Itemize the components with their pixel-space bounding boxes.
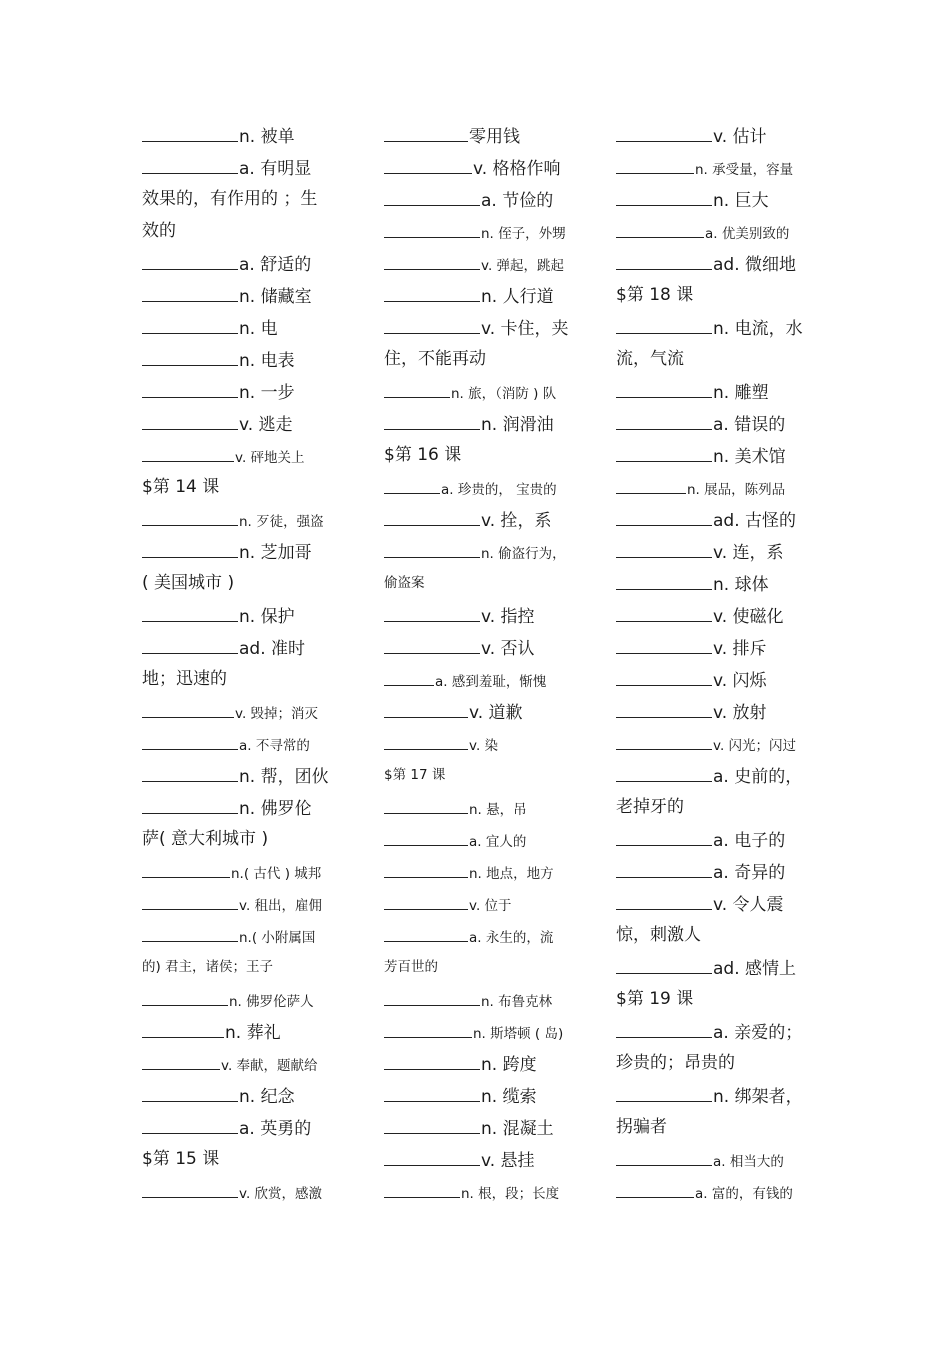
- vocab-entry: [384, 503, 594, 535]
- answer-blank: [142, 1015, 224, 1038]
- vocab-definition: n. 纪念: [239, 1087, 295, 1107]
- vocab-entry: [616, 663, 826, 695]
- answer-blank: [384, 151, 472, 174]
- answer-blank: [384, 663, 434, 686]
- answer-blank: [616, 1079, 712, 1102]
- vocab-entry: [616, 119, 826, 151]
- answer-blank: [616, 311, 712, 334]
- vocab-definition: n. 偷盗行为，: [481, 546, 566, 562]
- vocab-definition: n. 佛罗伦: [239, 799, 312, 819]
- vocab-definition: n. 巨大: [713, 191, 769, 211]
- vocab-entry: [616, 567, 826, 599]
- answer-blank: [142, 855, 230, 878]
- vocab-definition: ad. 古怪的: [713, 511, 797, 531]
- vocab-definition: $第 14 课: [142, 477, 220, 497]
- vocab-definition: n. 储藏室: [239, 287, 312, 307]
- vocab-definition: n. 绑架者，: [713, 1087, 803, 1107]
- vocab-definition: ad. 准时: [239, 639, 306, 659]
- vocab-entry: [384, 471, 594, 503]
- answer-blank: [384, 983, 480, 1006]
- vocab-definition: n. 跨度: [481, 1055, 537, 1075]
- vocab-definition: v. 砰地关上: [235, 450, 305, 466]
- answer-blank: [616, 375, 712, 398]
- vocab-text-line: [616, 1111, 826, 1143]
- vocab-text-line: [142, 183, 352, 215]
- vocab-definition: v. 令人震: [713, 895, 784, 915]
- vocab-entry: [142, 439, 352, 471]
- vocab-definition: v. 弹起，跳起: [481, 258, 565, 274]
- vocab-text-line: [142, 951, 352, 983]
- vocab-definition: n. 歹徒，强盗: [239, 514, 324, 530]
- vocab-text-line: [142, 1143, 352, 1175]
- vocab-definition: $第 16 课: [384, 445, 462, 465]
- vocab-definition: v. 拴，系: [481, 511, 552, 531]
- vocab-definition: v. 毁掉；消灭: [235, 706, 319, 722]
- vocab-definition: n.( 古代 ) 城邦: [231, 866, 322, 882]
- vocab-entry: [142, 1175, 352, 1207]
- vocab-definition: v. 道歉: [469, 703, 523, 723]
- answer-blank: [384, 183, 480, 206]
- answer-blank: [142, 599, 238, 622]
- vocab-entry: [616, 247, 826, 279]
- vocab-definition: 萨( 意大利城市 ): [142, 829, 269, 849]
- vocab-entry: [142, 791, 352, 823]
- vocab-entry: [384, 215, 594, 247]
- vocab-definition: a. 感到羞耻，惭愧: [435, 674, 547, 690]
- vocab-definition: a. 舒适的: [239, 255, 312, 275]
- vocab-entry: [384, 1079, 594, 1111]
- vocab-definition: a. 亲爱的；: [713, 1023, 803, 1043]
- vocab-text-line: [384, 439, 594, 471]
- vocab-definition: n. 电表: [239, 351, 295, 371]
- vocab-entry: [384, 631, 594, 663]
- answer-blank: [142, 1111, 238, 1134]
- answer-blank: [616, 151, 694, 174]
- vocab-definition: v. 奉献，题献给: [221, 1058, 318, 1074]
- vocab-entry: [142, 247, 352, 279]
- vocab-definition: ( 美国城市 ): [142, 573, 235, 593]
- vocab-definition: v. 欣赏，感激: [239, 1186, 323, 1202]
- vocab-entry: [142, 343, 352, 375]
- vocab-definition: n. 帮，团伙: [239, 767, 329, 787]
- vocab-definition: v. 放射: [713, 703, 767, 723]
- vocab-entry: [616, 215, 826, 247]
- answer-blank: [142, 119, 238, 142]
- vocab-definition: a. 永生的，流: [469, 930, 554, 946]
- vocab-entry: [142, 727, 352, 759]
- vocab-entry: [142, 503, 352, 535]
- vocab-definition: n.( 小附属国: [239, 930, 316, 946]
- vocab-column-3: [616, 119, 826, 1207]
- vocab-definition: n. 保护: [239, 607, 295, 627]
- answer-blank: [384, 407, 480, 430]
- answer-blank: [616, 695, 712, 718]
- answer-blank: [142, 887, 238, 910]
- vocab-definition: a. 奇异的: [713, 863, 786, 883]
- vocab-entry: [142, 887, 352, 919]
- vocab-definition: a. 节俭的: [481, 191, 554, 211]
- answer-blank: [616, 535, 712, 558]
- vocab-definition: 珍贵的；昂贵的: [616, 1053, 735, 1073]
- vocab-entry: [616, 599, 826, 631]
- answer-blank: [142, 1079, 238, 1102]
- vocab-entry: [384, 247, 594, 279]
- answer-blank: [384, 631, 480, 654]
- vocab-definition: 老掉牙的: [616, 797, 684, 817]
- answer-blank: [384, 695, 468, 718]
- answer-blank: [384, 887, 468, 910]
- vocab-entry: [142, 119, 352, 151]
- vocab-entry: [384, 599, 594, 631]
- vocab-definition: ad. 微细地: [713, 255, 797, 275]
- answer-blank: [142, 983, 228, 1006]
- vocab-definition: n. 侄子，外甥: [481, 226, 566, 242]
- vocab-entry: [616, 407, 826, 439]
- vocab-definition: v. 租出，雇佣: [239, 898, 323, 914]
- vocab-text-line: [142, 567, 352, 599]
- vocab-definition: n. 雕塑: [713, 383, 769, 403]
- vocab-definition: v. 闪光；闪过: [713, 738, 797, 754]
- answer-blank: [142, 695, 234, 718]
- vocab-entry: [384, 311, 594, 343]
- vocab-entry: [616, 695, 826, 727]
- vocab-definition: a. 错误的: [713, 415, 786, 435]
- vocab-entry: [384, 1111, 594, 1143]
- vocab-definition: a. 优美别致的: [705, 226, 790, 242]
- vocab-entry: [616, 855, 826, 887]
- vocab-definition: 偷盗案: [384, 575, 425, 591]
- vocab-entry: [142, 599, 352, 631]
- vocab-entry: [616, 311, 826, 343]
- answer-blank: [384, 727, 468, 750]
- vocab-definition: v. 否认: [481, 639, 535, 659]
- answer-blank: [616, 759, 712, 782]
- vocab-definition: n. 芝加哥: [239, 543, 312, 563]
- vocab-entry: [384, 279, 594, 311]
- vocab-definition: n. 被单: [239, 127, 295, 147]
- vocab-entry: [384, 695, 594, 727]
- answer-blank: [384, 599, 480, 622]
- answer-blank: [616, 1143, 712, 1166]
- vocab-entry: [142, 407, 352, 439]
- answer-blank: [616, 567, 712, 590]
- vocab-entry: [142, 279, 352, 311]
- answer-blank: [384, 471, 440, 494]
- vocab-definition: 效果的，有作用的 ；生: [142, 189, 318, 209]
- vocab-definition: 地；迅速的: [142, 669, 227, 689]
- vocab-entry: [616, 727, 826, 759]
- vocab-entry: [142, 1079, 352, 1111]
- answer-blank: [142, 439, 234, 462]
- answer-blank: [616, 439, 712, 462]
- vocab-definition: v. 悬挂: [481, 1151, 535, 1171]
- vocab-text-line: [616, 1047, 826, 1079]
- vocab-definition: a. 有明显: [239, 159, 312, 179]
- vocab-entry: [384, 919, 594, 951]
- vocab-definition: $第 18 课: [616, 285, 694, 305]
- vocab-definition: n. 润滑油: [481, 415, 554, 435]
- answer-blank: [384, 375, 450, 398]
- answer-blank: [142, 535, 238, 558]
- answer-blank: [384, 1079, 480, 1102]
- vocab-text-line: [142, 663, 352, 695]
- vocab-entry: [142, 631, 352, 663]
- vocab-text-line: [142, 471, 352, 503]
- answer-blank: [384, 215, 480, 238]
- vocab-entry: [384, 535, 594, 567]
- vocab-definition: n. 承受量，容量: [695, 162, 794, 178]
- answer-blank: [616, 855, 712, 878]
- vocab-entry: [616, 759, 826, 791]
- answer-blank: [616, 887, 712, 910]
- vocab-definition: n. 缆索: [481, 1087, 537, 1107]
- answer-blank: [616, 471, 686, 494]
- answer-blank: [384, 247, 480, 270]
- vocab-entry: [384, 1175, 594, 1207]
- vocab-text-line: [142, 823, 352, 855]
- answer-blank: [142, 791, 238, 814]
- answer-blank: [384, 503, 480, 526]
- vocab-entry: [616, 631, 826, 663]
- vocab-text-line: [616, 791, 826, 823]
- vocab-definition: a. 电子的: [713, 831, 786, 851]
- answer-blank: [616, 599, 712, 622]
- answer-blank: [384, 535, 480, 558]
- vocab-definition: n. 混凝土: [481, 1119, 554, 1139]
- vocab-definition: n. 人行道: [481, 287, 554, 307]
- vocab-text-line: [142, 215, 352, 247]
- vocab-definition: $第 17 课: [384, 767, 446, 783]
- answer-blank: [142, 919, 238, 942]
- answer-blank: [616, 183, 712, 206]
- vocab-entry: [616, 471, 826, 503]
- vocab-entry: [384, 375, 594, 407]
- vocab-definition: n. 根，段；长度: [461, 1186, 560, 1202]
- vocab-entry: [616, 535, 826, 567]
- answer-blank: [616, 663, 712, 686]
- vocab-definition: 零用钱: [469, 127, 520, 147]
- vocab-entry: [384, 823, 594, 855]
- answer-blank: [616, 631, 712, 654]
- vocab-text-line: [616, 983, 826, 1015]
- vocab-definition: v. 位于: [469, 898, 512, 914]
- answer-blank: [142, 279, 238, 302]
- vocab-entry: [616, 823, 826, 855]
- answer-blank: [384, 311, 480, 334]
- vocab-entry: [142, 983, 352, 1015]
- vocab-entry: [142, 1047, 352, 1079]
- vocab-definition: n. 佛罗伦萨人: [229, 994, 314, 1010]
- answer-blank: [142, 375, 238, 398]
- vocab-definition: $第 19 课: [616, 989, 694, 1009]
- answer-blank: [616, 215, 704, 238]
- vocab-entry: [616, 1015, 826, 1047]
- vocab-entry: [384, 119, 594, 151]
- vocab-definition: v. 格格作响: [473, 159, 561, 179]
- vocab-entry: [384, 1143, 594, 1175]
- vocab-definition: n. 悬，吊: [469, 802, 527, 818]
- vocab-entry: [616, 1175, 826, 1207]
- vocab-definition: v. 排斥: [713, 639, 767, 659]
- vocab-entry: [384, 983, 594, 1015]
- answer-blank: [384, 791, 468, 814]
- vocab-definition: n. 布鲁克林: [481, 994, 553, 1010]
- vocab-entry: [384, 887, 594, 919]
- vocab-entry: [142, 375, 352, 407]
- vocab-definition: ad. 感情上: [713, 959, 797, 979]
- vocab-definition: n. 展品，陈列品: [687, 482, 786, 498]
- vocab-definition: $第 15 课: [142, 1149, 220, 1169]
- vocab-definition: n. 球体: [713, 575, 769, 595]
- answer-blank: [384, 1143, 480, 1166]
- answer-blank: [142, 151, 238, 174]
- vocab-entry: [616, 1079, 826, 1111]
- vocab-definition: a. 宜人的: [469, 834, 527, 850]
- answer-blank: [142, 631, 238, 654]
- vocab-definition: a. 英勇的: [239, 1119, 312, 1139]
- vocab-definition: v. 使磁化: [713, 607, 784, 627]
- answer-blank: [142, 1047, 220, 1070]
- vocab-definition: a. 珍贵的， 宝贵的: [441, 482, 557, 498]
- vocab-entry: [384, 151, 594, 183]
- vocab-definition: v. 估计: [713, 127, 767, 147]
- answer-blank: [142, 311, 238, 334]
- vocab-entry: [142, 855, 352, 887]
- vocab-entry: [616, 1143, 826, 1175]
- vocab-text-line: [384, 759, 594, 791]
- vocab-entry: [384, 791, 594, 823]
- answer-blank: [616, 1015, 712, 1038]
- vocab-definition: 芳百世的: [384, 959, 438, 975]
- vocab-definition: n. 电: [239, 319, 278, 339]
- vocab-definition: 拐骗者: [616, 1117, 667, 1137]
- answer-blank: [384, 823, 468, 846]
- vocab-definition: v. 连，系: [713, 543, 784, 563]
- vocab-entry: [142, 1015, 352, 1047]
- vocab-text-line: [384, 567, 594, 599]
- vocab-entry: [384, 183, 594, 215]
- vocab-entry: [384, 855, 594, 887]
- vocab-definition: v. 闪烁: [713, 671, 767, 691]
- vocab-definition: n. 电流，水: [713, 319, 803, 339]
- vocab-entry: [616, 951, 826, 983]
- answer-blank: [384, 119, 468, 142]
- vocab-definition: a. 相当大的: [713, 1154, 784, 1170]
- answer-blank: [616, 1175, 694, 1198]
- vocab-text-line: [616, 279, 826, 311]
- vocab-entry: [616, 503, 826, 535]
- vocab-entry: [142, 695, 352, 727]
- answer-blank: [384, 1047, 480, 1070]
- vocab-text-line: [384, 951, 594, 983]
- vocab-definition: v. 指控: [481, 607, 535, 627]
- vocab-entry: [384, 1047, 594, 1079]
- answer-blank: [384, 279, 480, 302]
- answer-blank: [384, 1015, 472, 1038]
- vocab-text-line: [616, 919, 826, 951]
- vocab-definition: n. 地点，地方: [469, 866, 554, 882]
- vocab-definition: v. 逃走: [239, 415, 293, 435]
- vocab-definition: n. 旅，（消防 ) 队: [451, 386, 557, 402]
- answer-blank: [616, 823, 712, 846]
- vocab-entry: [142, 1111, 352, 1143]
- vocab-entry: [142, 151, 352, 183]
- vocab-entry: [616, 887, 826, 919]
- vocab-definition: n. 一步: [239, 383, 295, 403]
- answer-blank: [616, 951, 712, 974]
- vocab-entry: [142, 535, 352, 567]
- answer-blank: [384, 919, 468, 942]
- answer-blank: [142, 1175, 238, 1198]
- vocab-entry: [616, 183, 826, 215]
- answer-blank: [616, 247, 712, 270]
- answer-blank: [142, 343, 238, 366]
- vocab-entry: [616, 375, 826, 407]
- vocab-entry: [616, 439, 826, 471]
- vocab-definition: a. 史前的，: [713, 767, 803, 787]
- answer-blank: [142, 407, 238, 430]
- answer-blank: [384, 855, 468, 878]
- vocab-entry: [142, 919, 352, 951]
- vocab-definition: 流，气流: [616, 349, 684, 369]
- answer-blank: [142, 759, 238, 782]
- vocab-entry: [142, 311, 352, 343]
- answer-blank: [616, 503, 712, 526]
- vocab-definition: 惊，刺激人: [616, 925, 701, 945]
- answer-blank: [142, 503, 238, 526]
- vocab-entry: [616, 151, 826, 183]
- vocab-entry: [384, 407, 594, 439]
- answer-blank: [142, 247, 238, 270]
- answer-blank: [384, 1175, 460, 1198]
- vocab-column-2: [384, 119, 594, 1207]
- answer-blank: [616, 119, 712, 142]
- vocab-definition: n. 葬礼: [225, 1023, 281, 1043]
- answer-blank: [616, 407, 712, 430]
- vocab-entry: [384, 663, 594, 695]
- vocab-definition: n. 美术馆: [713, 447, 786, 467]
- answer-blank: [384, 1111, 480, 1134]
- vocab-entry: [384, 1015, 594, 1047]
- vocab-definition: v. 卡住，夹: [481, 319, 569, 339]
- vocab-definition: 效的: [142, 221, 176, 241]
- vocab-text-line: [616, 343, 826, 375]
- answer-blank: [616, 727, 712, 750]
- vocab-definition: v. 染: [469, 738, 499, 754]
- vocab-entry: [142, 759, 352, 791]
- vocab-text-line: [384, 343, 594, 375]
- vocab-column-1: [142, 119, 352, 1207]
- vocab-definition: a. 富的，有钱的: [695, 1186, 793, 1202]
- vocab-definition: a. 不寻常的: [239, 738, 310, 754]
- vocab-definition: n. 斯塔顿 ( 岛): [473, 1026, 564, 1042]
- vocab-entry: [384, 727, 594, 759]
- vocab-definition: 的) 君主，诸侯；王子: [142, 959, 274, 975]
- vocab-definition: 住，不能再动: [384, 349, 486, 369]
- answer-blank: [142, 727, 238, 750]
